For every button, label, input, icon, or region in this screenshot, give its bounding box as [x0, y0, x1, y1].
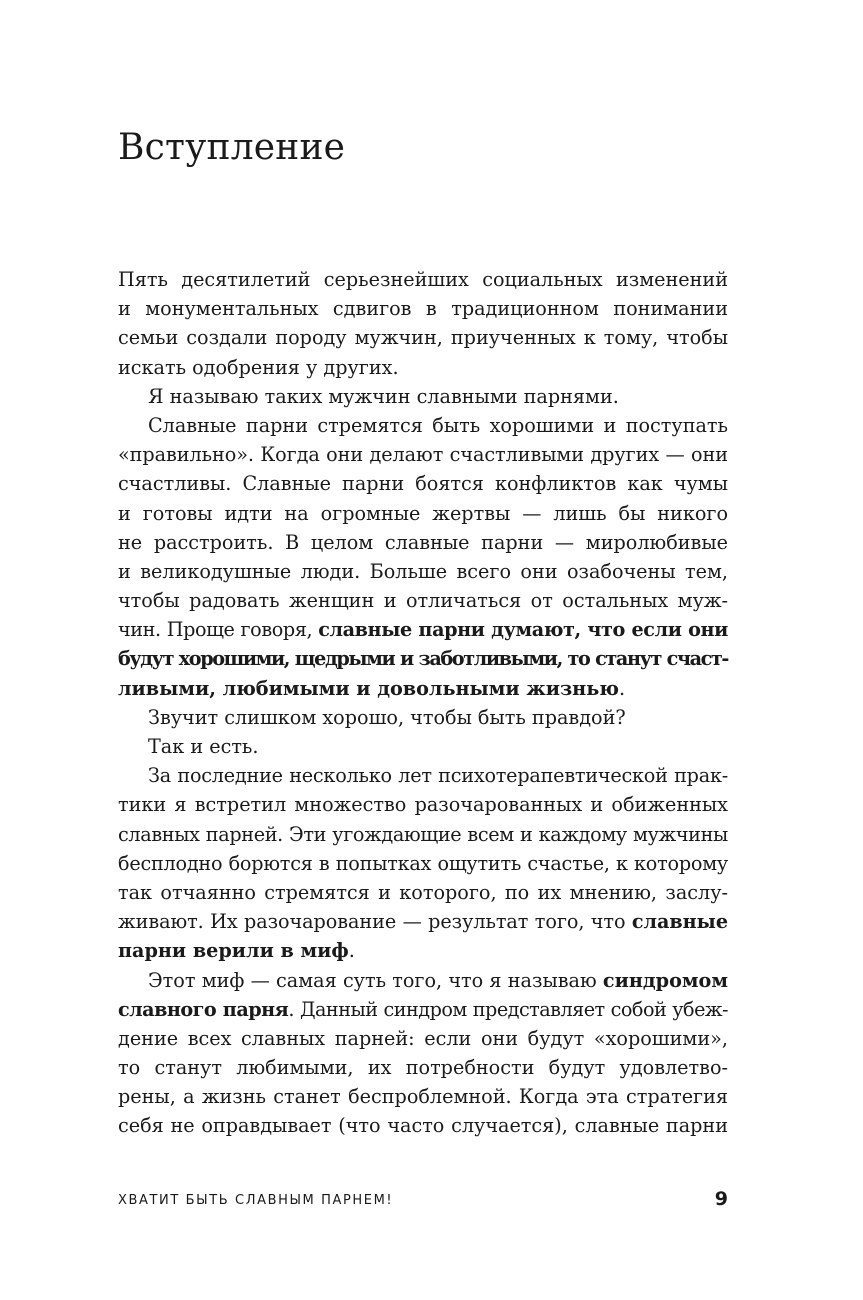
text-line: «правильно». Когда они делают счастливыми других — они [118, 443, 728, 467]
text-line: бесплодно борются в попытках ощутить счастье, к которому [118, 851, 728, 875]
chapter-title: Вступление [118, 127, 346, 168]
text-line [118, 936, 728, 965]
page-number: 9 [714, 1188, 728, 1210]
bold-text: парни верили в миф [118, 939, 349, 963]
text-line: Пять десятилетий серьезнейших социальных изменений [118, 268, 728, 291]
text-line: семьи создали породу мужчин, приученных к тому, чтобы [118, 326, 728, 350]
text-run: . [348, 939, 355, 963]
text-line: и великодушные люди. Больше всего они озабочены тем, [118, 559, 728, 583]
bold-text: синдромом [602, 968, 728, 992]
text-line: рены, а жизнь станет беспроблемной. Когда эта стратегия [118, 1085, 728, 1109]
text-line: то станут любимыми, их потребности будут удовлетво- [118, 1056, 728, 1080]
page-footer [118, 1187, 728, 1217]
text-line: дение всех славных парней: если они будут «хорошими», [118, 1026, 728, 1050]
text-run: чин. Проще говоря, [118, 618, 319, 642]
text-line: тики я встретил множество разочарованных и обиженных [118, 793, 728, 817]
text-run: . Данный синдром представляет собой убеж- [288, 997, 729, 1021]
text-line: и монументальных сдвигов в традиционном понимании [118, 297, 728, 321]
text-line [118, 966, 728, 995]
text-line: Звучит слишком хорошо, чтобы быть правдой? [148, 705, 626, 729]
text-line: и готовы идти на огромные жертвы — лишь бы никого [118, 501, 728, 525]
text-run: живают. Их разочарование — результат того, что [118, 910, 632, 934]
text-line: славных парней. Эти угождающие всем и каждому мужчины [118, 822, 728, 846]
text-line: Славные парни стремятся быть хорошими и поступать [148, 413, 728, 437]
bold-text: славного парня [118, 997, 289, 1021]
text-line: искать одобрения у других. [118, 355, 399, 379]
bold-text: славные парни думают, что если они [318, 618, 728, 642]
text-run: . [618, 676, 626, 700]
body-text [118, 265, 728, 1141]
bold-text: ливыми, любимыми и довольными жизнью [118, 676, 619, 700]
text-line: чтобы радовать женщин и отличаться от остальных муж- [118, 589, 728, 613]
text-run: Этот миф — самая суть того, что я называю [148, 968, 603, 992]
text-line: не расстроить. В целом славные парни — миролюбивые [118, 530, 728, 554]
text-line: Я называю таких мужчин славными парнями. [148, 384, 619, 408]
text-line [118, 907, 728, 936]
text-line [118, 995, 728, 1024]
text-line [118, 615, 728, 644]
text-line: себя не оправдывает (что часто случается), славные парни [118, 1114, 728, 1138]
bold-text: славные [631, 910, 728, 934]
text-line: За последние несколько лет психотерапевтической прак- [148, 764, 728, 788]
bold-text: будут хорошими, щедрыми и заботливыми, то станут счаст- [118, 647, 728, 671]
text-line: так отчаянно стремятся и которого, по их мнению, заслу- [118, 880, 728, 904]
text-line [118, 674, 728, 703]
text-line: счастливы. Славные парни боятся конфликтов как чумы [118, 472, 728, 496]
text-line [118, 644, 728, 673]
running-title: ХВАТИТ БЫТЬ СЛАВНЫМ ПАРНЕМ! [118, 1193, 394, 1208]
text-line: Так и есть. [148, 735, 259, 758]
